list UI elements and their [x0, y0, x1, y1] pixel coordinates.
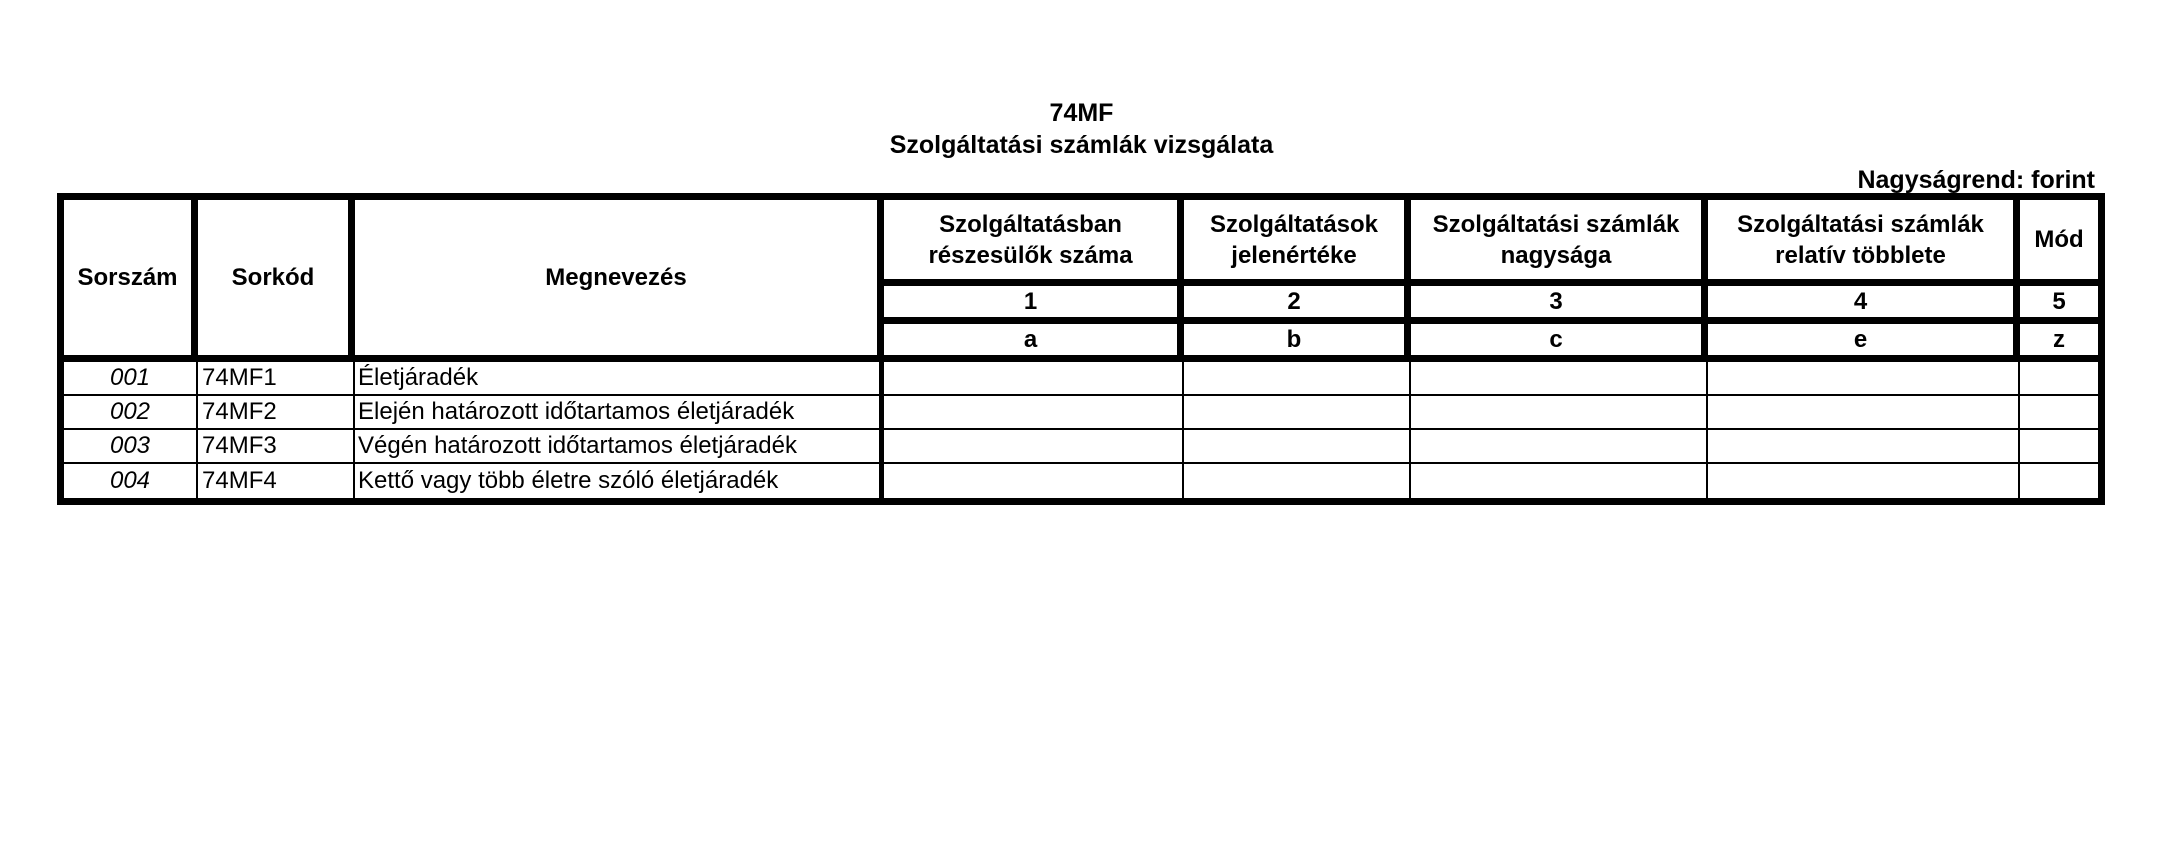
row-name: Végén határozott időtartamos életjáradék [355, 430, 884, 464]
header-col2-line2: jelenértéke [1231, 241, 1357, 269]
value-cell-col4[interactable] [1708, 396, 2020, 430]
header-col5: Mód [2020, 200, 2098, 286]
header-col3 [1411, 200, 1708, 286]
row-code: 74MF1 [198, 362, 355, 396]
value-cell-col3[interactable] [1411, 464, 1708, 498]
col2-code: b [1184, 324, 1411, 362]
table-row [64, 396, 2098, 430]
row-serial: 001 [64, 362, 198, 396]
value-cell-col1[interactable] [884, 362, 1184, 396]
value-cell-col2[interactable] [1184, 464, 1411, 498]
data-table [57, 193, 2105, 505]
value-cell-col5[interactable] [2020, 396, 2098, 430]
col5-number: 5 [2020, 286, 2098, 324]
table-row [64, 362, 2098, 396]
form-code: 74MF [1049, 99, 1114, 127]
row-name: Életjáradék [355, 362, 884, 396]
header-col4-line1: Szolgáltatási számlák [1737, 210, 1984, 238]
row-code: 74MF4 [198, 464, 355, 498]
header-col1-line2: részesülők száma [928, 241, 1133, 269]
col4-code: e [1708, 324, 2020, 362]
col3-code: c [1411, 324, 1708, 362]
row-name: Kettő vagy több életre szóló életjáradék [355, 464, 884, 498]
row-serial: 003 [64, 430, 198, 464]
header-row [64, 200, 2098, 286]
header-col4-line2: relatív többlete [1775, 241, 1946, 269]
value-cell-col1[interactable] [884, 464, 1184, 498]
row-code: 74MF3 [198, 430, 355, 464]
value-cell-col3[interactable] [1411, 396, 1708, 430]
col1-number: 1 [884, 286, 1184, 324]
row-code: 74MF2 [198, 396, 355, 430]
value-cell-col1[interactable] [884, 396, 1184, 430]
header-col2-line1: Szolgáltatások [1209, 210, 1379, 238]
header-row-code: Sorkód [198, 200, 355, 362]
header-col2 [1184, 200, 1411, 286]
value-cell-col2[interactable] [1184, 430, 1411, 464]
value-cell-col4[interactable] [1708, 362, 2020, 396]
header-col4 [1708, 200, 2020, 286]
value-cell-col2[interactable] [1184, 362, 1411, 396]
form-title: Szolgáltatási számlák vizsgálata [889, 131, 1274, 159]
value-cell-col3[interactable] [1411, 362, 1708, 396]
row-name: Elején határozott időtartamos életjáradék [355, 396, 884, 430]
header-name: Megnevezés [355, 200, 884, 362]
unit-label: Nagyságrend: forint [1857, 166, 2095, 194]
col1-code: a [884, 324, 1184, 362]
value-cell-col5[interactable] [2020, 362, 2098, 396]
value-cell-col4[interactable] [1708, 430, 2020, 464]
header-col1-line1: Szolgáltatásban [939, 210, 1122, 238]
col5-code: z [2020, 324, 2098, 362]
header-serial: Sorszám [64, 200, 198, 362]
value-cell-col5[interactable] [2020, 430, 2098, 464]
header-col1 [884, 200, 1184, 286]
col2-number: 2 [1184, 286, 1411, 324]
row-serial: 004 [64, 464, 198, 498]
value-cell-col5[interactable] [2020, 464, 2098, 498]
col4-number: 4 [1708, 286, 2020, 324]
value-cell-col2[interactable] [1184, 396, 1411, 430]
table-row [64, 430, 2098, 464]
value-cell-col1[interactable] [884, 430, 1184, 464]
page-title-block [0, 97, 2163, 161]
header-col3-line1: Szolgáltatási számlák [1432, 210, 1680, 238]
header-col3-line2: nagysága [1500, 241, 1612, 269]
value-cell-col4[interactable] [1708, 464, 2020, 498]
col3-number: 3 [1411, 286, 1708, 324]
table-row [64, 464, 2098, 498]
row-serial: 002 [64, 396, 198, 430]
value-cell-col3[interactable] [1411, 430, 1708, 464]
